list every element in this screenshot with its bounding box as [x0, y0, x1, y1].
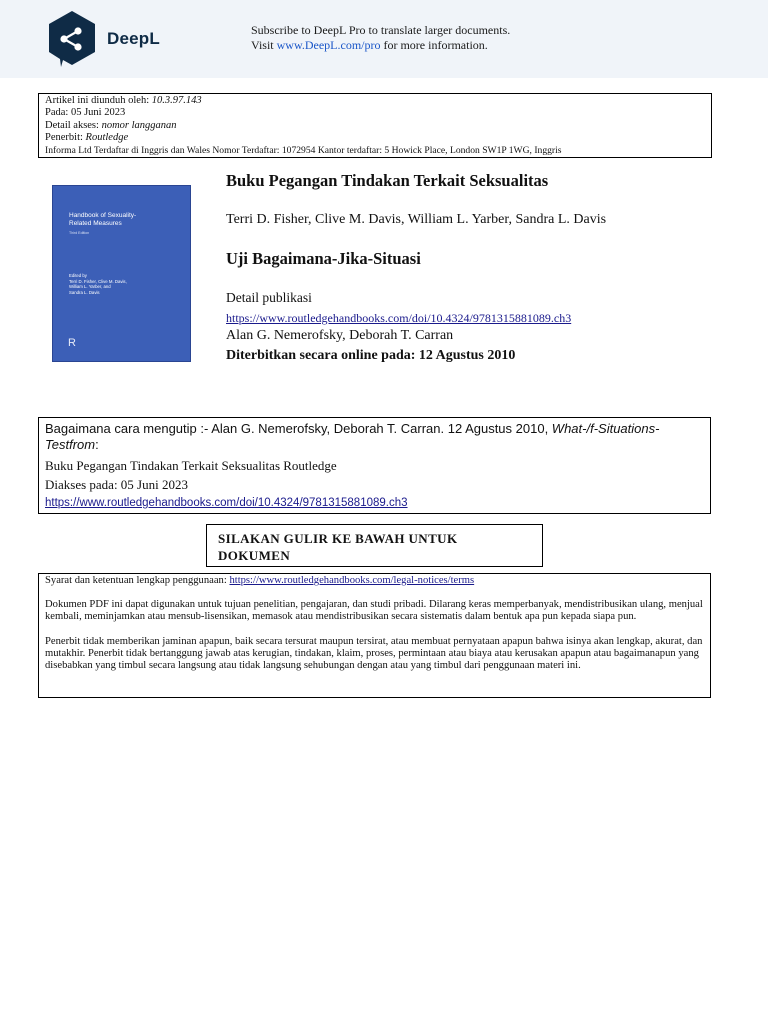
citation-suffix: :	[95, 436, 99, 452]
cover-author-line-2: William L. Yarber, and	[69, 284, 111, 290]
deepl-brand-name: DeepL	[107, 29, 160, 48]
terms-header	[45, 575, 704, 587]
deepl-pro-link[interactable]: www.DeepL.com/pro	[276, 37, 381, 52]
deepl-banner	[0, 0, 768, 78]
downloaded-by-label: Artikel ini diunduh oleh:	[45, 95, 152, 106]
publisher-label: Penerbit:	[45, 132, 86, 144]
citation-prefix: Bagaimana cara mengutip :- Alan G. Nemerofsky, Deborah T. Carran. 12 Agustus 2010,	[45, 421, 552, 436]
downloaded-by	[45, 95, 705, 107]
book-authors: Terri D. Fisher, Clive M. Davis, William L. Yarber, Sandra L. Davis	[226, 212, 607, 227]
cover-title	[69, 212, 136, 228]
cover-edited-by: Edited by	[69, 273, 87, 278]
access-details	[45, 120, 705, 132]
publisher-value: Routledge	[85, 132, 129, 144]
citation-accessed: Diakses pada: 05 Juni 2023	[45, 477, 188, 492]
cover-authors	[69, 273, 127, 295]
publication-details-label: Detail publikasi	[226, 290, 312, 305]
banner-line-2-pre: Visit	[251, 37, 277, 52]
cover-author-line-1: Terri D. Fisher, Clive M. Davis,	[69, 278, 127, 284]
citation-book-line: Buku Pegangan Tindakan Terkait Seksualitas Routledge	[45, 458, 337, 473]
cover-edition: Third Edition	[69, 231, 90, 235]
access-label: Detail akses:	[45, 119, 102, 131]
terms-label: Syarat dan ketentuan lengkap penggunaan:	[45, 575, 230, 586]
cover-title-line-2: Related Measures	[69, 220, 122, 227]
banner-message	[251, 23, 510, 52]
citation-italic-title: What-/f-Situations-Testfrom	[45, 421, 660, 452]
publication-doi-link[interactable]: https://www.routledgehandbooks.com/doi/10.4324/9781315881089.ch3	[226, 311, 572, 325]
published-online-date: Diterbitkan secara online pada: 12 Agustus 2010	[226, 348, 516, 363]
download-date: Pada: 05 Juni 2023	[45, 107, 126, 119]
routledge-logo-icon: R	[68, 337, 76, 349]
deepl-logo-icon	[47, 10, 97, 68]
banner-line-2	[251, 38, 510, 53]
cover-title-line-1: Handbook of Sexuality-	[69, 212, 137, 219]
chapter-authors: Alan G. Nemerofsky, Deborah T. Carran	[226, 328, 454, 343]
download-info-box	[38, 93, 712, 158]
terms-box	[38, 573, 711, 698]
terms-paragraph-1: Dokumen PDF ini dapat digunakan untuk tujuan penelitian, pengajaran, dan studi pribadi. Dilarang keras memperbanyak, mendistribusikan ulang, menjual kembali, meminjamkan atau mensub-lisensikan, memasok atau mendistribusikan secara sistematis dalam bentuk apa pun kepada siapa pun.	[45, 599, 703, 623]
downloaded-by-value: 10.3.97.143	[151, 95, 202, 106]
registration-info: Informa Ltd Terdaftar di Inggris dan Wales Nomor Terdaftar: 1072954 Kantor terdaftar: 5 Howick Place, London SW1P 1WG, Inggris	[45, 144, 562, 156]
book-cover-image	[52, 185, 191, 362]
terms-paragraph-2: Penerbit tidak memberikan jaminan apapun, baik secara tersurat maupun tersirat, atau membuat pernyataan apapun bahwa isinya akan lengkap, akurat, dan mutakhir. Penerbit tidak bertanggung jawab atas kerugian, tindakan, klaim, proses, permintaan atau biaya atau kerusakan apapun atau bagaimanapun yang disebabkan yang timbul secara langsung atau tidak langsung sehubungan dengan atau yang timbul dari penggunaan materi ini.	[45, 635, 703, 672]
deepl-logo[interactable]	[47, 10, 160, 68]
publisher	[45, 132, 705, 144]
terms-link[interactable]: https://www.routledgehandbooks.com/legal-notices/terms	[229, 575, 475, 586]
banner-line-1: Subscribe to DeepL Pro to translate larger documents.	[251, 23, 511, 37]
book-title: Buku Pegangan Tindakan Terkait Seksualitas	[226, 171, 549, 190]
citation-text	[45, 421, 704, 452]
scroll-down-notice: SILAKAN GULIR KE BAWAH UNTUK DOKUMEN	[206, 524, 543, 567]
citation-doi-link[interactable]: https://www.routledgehandbooks.com/doi/10.4324/9781315881089.ch3	[45, 497, 408, 509]
cover-author-line-3: Sandra L. Davis	[69, 289, 100, 295]
access-value: nomor langganan	[101, 119, 177, 131]
citation-box	[38, 417, 711, 514]
chapter-title: Uji Bagaimana-Jika-Situasi	[226, 249, 421, 268]
banner-line-2-post: for more information.	[380, 37, 488, 52]
